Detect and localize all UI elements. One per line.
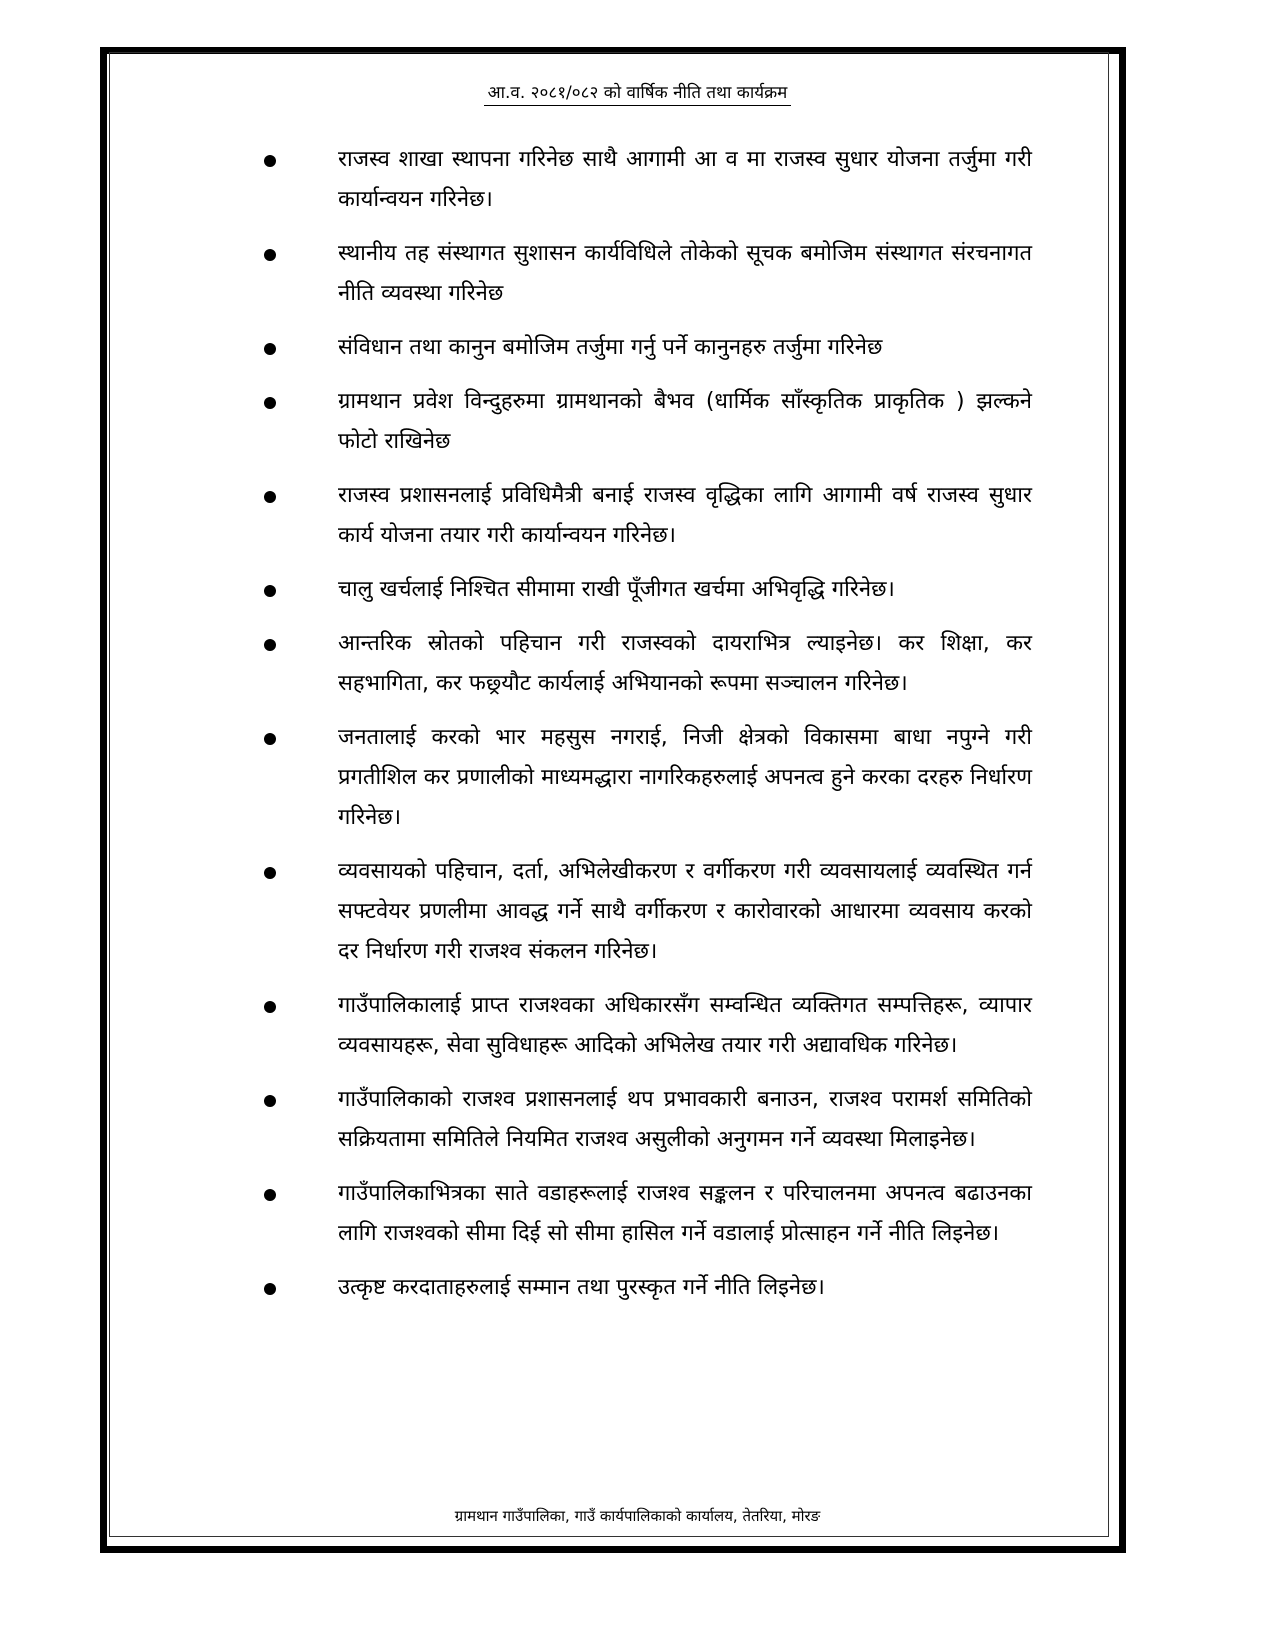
list-item (262, 986, 1032, 1066)
list-item (262, 570, 1032, 610)
list-item-text: ग्रामथान प्रवेश विन्दुहरुमा ग्रामथानको बैभव (धार्मिक साँस्कृतिक प्राकृतिक ) झल्कने फोटो राखिनेछ (338, 389, 1032, 454)
list-item (262, 382, 1032, 462)
bullet-icon (264, 1001, 276, 1013)
list-item-text: स्थानीय तह संस्थागत सुशासन कार्यविधिले तोकेको सूचक बमोजिम संस्थागत संरचनागत नीति व्यवस्था गरिनेछ (338, 241, 1032, 306)
list-item (262, 1268, 1032, 1308)
bullet-icon (264, 155, 276, 167)
list-item-text: राजस्व शाखा स्थापना गरिनेछ साथै आगामी आ व मा राजस्व सुधार योजना तर्जुमा गरी कार्यान्वयन गरिनेछ। (338, 147, 1032, 212)
policy-list (262, 140, 1032, 1322)
bullet-icon (264, 491, 276, 503)
bullet-icon (264, 867, 276, 879)
bullet-icon (264, 585, 276, 597)
list-item (262, 140, 1032, 220)
list-item-text: व्यवसायको पहिचान, दर्ता, अभिलेखीकरण र वर्गीकरण गरी व्यवसायलाई व्यवस्थित गर्न सफ्टवेयर प्रणलीमा आवद्ध गर्ने साथै वर्गीकरण र कारोवारको आधारमा व्यवसाय करको दर निर्धारण गरी राजश्व संकलन गरिनेछ। (338, 859, 1032, 964)
list-item (262, 718, 1032, 838)
footer-text: ग्रामथान गाउँपालिका, गाउँ कार्यपालिकाको कार्यालय, तेतरिया, मोरङ (454, 1507, 821, 1525)
header-title: आ.व. २०८१/०८२ को वार्षिक नीति तथा कार्यक्रम (484, 83, 792, 106)
list-item-text: जनतालाई करको भार महसुस नगराई, निजी क्षेत्रको विकासमा बाधा नपुग्ने गरी प्रगतीशिल कर प्रणालीको माध्यमद्धारा नागरिकहरुलाई अपनत्व हुने करका दरहरु निर्धारण गरिनेछ। (338, 725, 1032, 830)
list-item-text: संविधान तथा कानुन बमोजिम तर्जुमा गर्नु पर्ने कानुनहरु तर्जुमा गरिनेछ (338, 335, 883, 360)
page-header (0, 80, 1275, 103)
list-item (262, 328, 1032, 368)
bullet-icon (264, 639, 276, 651)
page-footer (0, 1506, 1275, 1526)
list-item (262, 476, 1032, 556)
list-item-text: चालु खर्चलाई निश्चित सीमामा राखी पूँजीगत खर्चमा अभिवृद्धि गरिनेछ। (338, 577, 895, 602)
list-item-text: राजस्व प्रशासनलाई प्रविधिमैत्री बनाई राजस्व वृद्धिका लागि आगामी वर्ष राजस्व सुधार कार्य योजना तयार गरी कार्यान्वयन गरिनेछ। (338, 483, 1032, 548)
list-item (262, 1080, 1032, 1160)
list-item-text: गाउँपालिकाभित्रका साते वडाहरूलाई राजश्व सङ्कलन र परिचालनमा अपनत्व बढाउनका लागि राजश्वको सीमा दिई सो सीमा हासिल गर्ने वडालाई प्रोत्साहन गर्ने नीति लिइनेछ। (338, 1181, 1032, 1246)
list-item-text: गाउँपालिकाको राजश्व प्रशासनलाई थप प्रभावकारी बनाउन, राजश्व परामर्श समितिको सक्रियतामा समितिले नियमित राजश्व असुलीको अनुगमन गर्ने व्यवस्था मिलाइनेछ। (338, 1087, 1032, 1152)
bullet-icon (264, 1283, 276, 1295)
bullet-icon (264, 343, 276, 355)
bullet-icon (264, 1095, 276, 1107)
bullet-icon (264, 249, 276, 261)
list-item (262, 852, 1032, 972)
list-item-text: आन्तरिक स्रोतको पहिचान गरी राजस्वको दायराभित्र ल्याइनेछ। कर शिक्षा, कर सहभागिता, कर फछ्र्यौट कार्यलाई अभियानको रूपमा सञ्चालन गरिनेछ। (338, 631, 1032, 696)
bullet-icon (264, 397, 276, 409)
bullet-icon (264, 733, 276, 745)
list-item (262, 234, 1032, 314)
list-item (262, 624, 1032, 704)
bullet-icon (264, 1189, 276, 1201)
list-item-text: उत्कृष्ट करदाताहरुलाई सम्मान तथा पुरस्कृत गर्ने नीति लिइनेछ। (338, 1275, 825, 1300)
list-item (262, 1174, 1032, 1254)
list-item-text: गाउँपालिकालाई प्राप्त राजश्वका अधिकारसँग सम्वन्धित व्यक्तिगत सम्पत्तिहरू, व्यापार व्यवसायहरू, सेवा सुविधाहरू आदिको अभिलेख तयार गरी अद्यावधिक गरिनेछ। (338, 993, 1032, 1058)
